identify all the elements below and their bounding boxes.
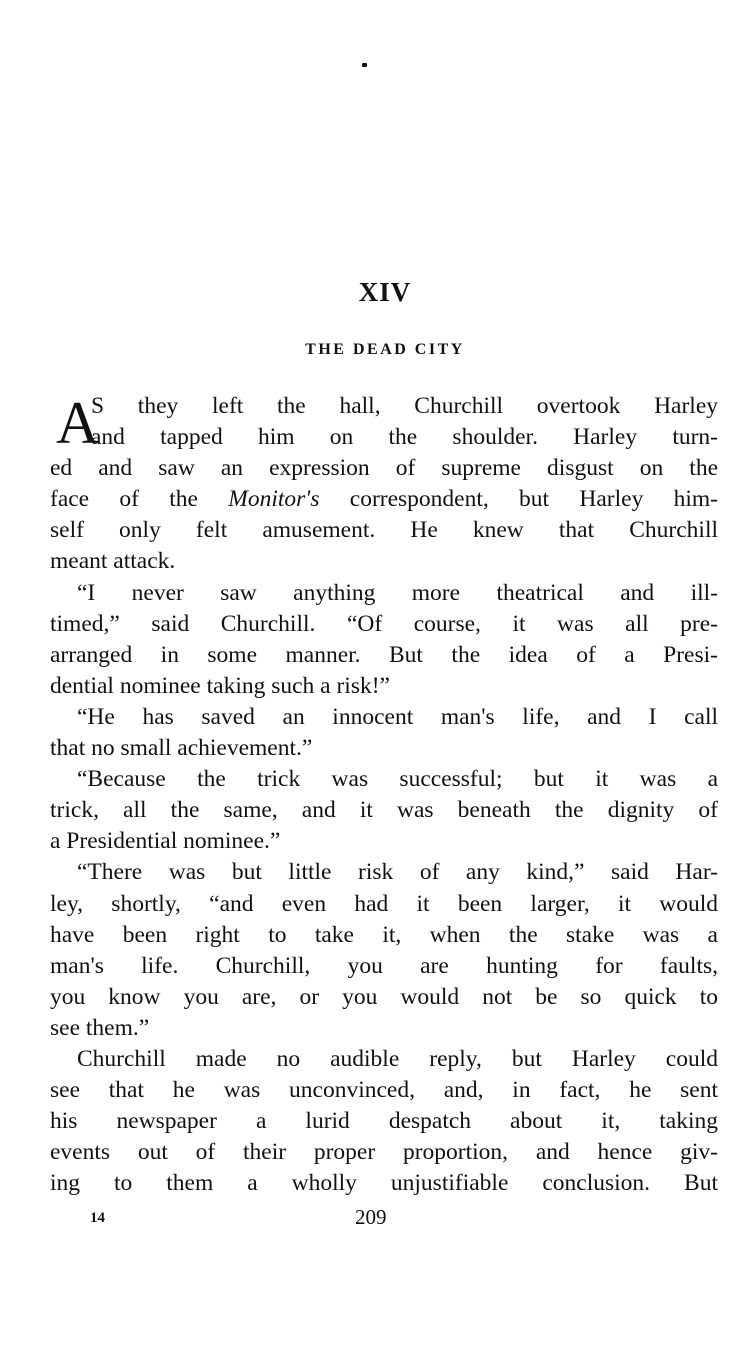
text-line: have been right to take it, when the stake was a bbox=[50, 921, 718, 948]
page-number: 209 bbox=[355, 1205, 387, 1229]
text-line: events out of their proper proportion, and hence giv- bbox=[50, 1139, 718, 1166]
text-line: see them.” bbox=[50, 1014, 150, 1041]
paragraph-6 bbox=[50, 1044, 718, 1199]
text-line: S they left the hall, Churchill overtook Harley bbox=[91, 393, 718, 419]
paragraph-4 bbox=[50, 764, 718, 857]
paragraph-5 bbox=[50, 857, 718, 1044]
text-fragment: face of the bbox=[50, 486, 229, 513]
signature-mark: 14 bbox=[90, 1210, 105, 1226]
text-line: Churchill made no audible reply, but Harley could bbox=[77, 1045, 718, 1072]
chapter-number: XIV bbox=[358, 277, 412, 307]
text-line: man's life. Churchill, you are hunting for faults, bbox=[50, 952, 718, 979]
text-line: a Presidential nominee.” bbox=[50, 828, 281, 855]
paragraph-3 bbox=[50, 702, 718, 764]
text-line: ley, shortly, “and even had it been larger, it would bbox=[50, 890, 718, 917]
text-line: “He has saved an innocent man's life, and I call bbox=[77, 703, 718, 730]
text-line: see that he was unconvinced, and, in fact, he sent bbox=[50, 1077, 718, 1104]
text-line: you know you are, or you would not be so quick to bbox=[50, 983, 718, 1010]
text-line: “I never saw anything more theatrical and ill- bbox=[77, 579, 718, 606]
text-line: trick, all the same, and it was beneath the dignity of bbox=[50, 797, 718, 824]
text-line: his newspaper a lurid despatch about it, taking bbox=[50, 1108, 718, 1135]
text-line: timed,” said Churchill. “Of course, it was all pre- bbox=[50, 610, 718, 637]
text-line: and tapped him on the shoulder. Harley turn- bbox=[91, 424, 718, 451]
text-line: ing to them a wholly unjustifiable conclusion. But bbox=[50, 1170, 718, 1197]
drop-cap: A bbox=[56, 390, 100, 456]
paragraph-1 bbox=[50, 391, 718, 578]
text-line: “There was but little risk of any kind,” said Har- bbox=[77, 859, 718, 886]
text-line: that no small achievement.” bbox=[50, 735, 313, 762]
text-line: dential nominee taking such a risk!” bbox=[50, 672, 390, 699]
text-line: ed and saw an expression of supreme disgust on the bbox=[50, 455, 718, 482]
chapter-body bbox=[50, 391, 718, 1199]
text-line bbox=[50, 484, 718, 515]
text-line: arranged in some manner. But the idea of a Presi- bbox=[50, 641, 718, 668]
text-line: meant attack. bbox=[50, 548, 176, 575]
text-fragment: correspondent, but Harley him- bbox=[319, 486, 718, 513]
text-line: self only felt amusement. He knew that Churchill bbox=[50, 517, 718, 544]
text-line: “Because the trick was successful; but it was a bbox=[77, 766, 718, 793]
printer-dot bbox=[362, 63, 367, 67]
italic-publication-name: Monitor's bbox=[228, 486, 320, 513]
chapter-title: THE DEAD CITY bbox=[305, 341, 465, 358]
paragraph-2 bbox=[50, 578, 718, 702]
